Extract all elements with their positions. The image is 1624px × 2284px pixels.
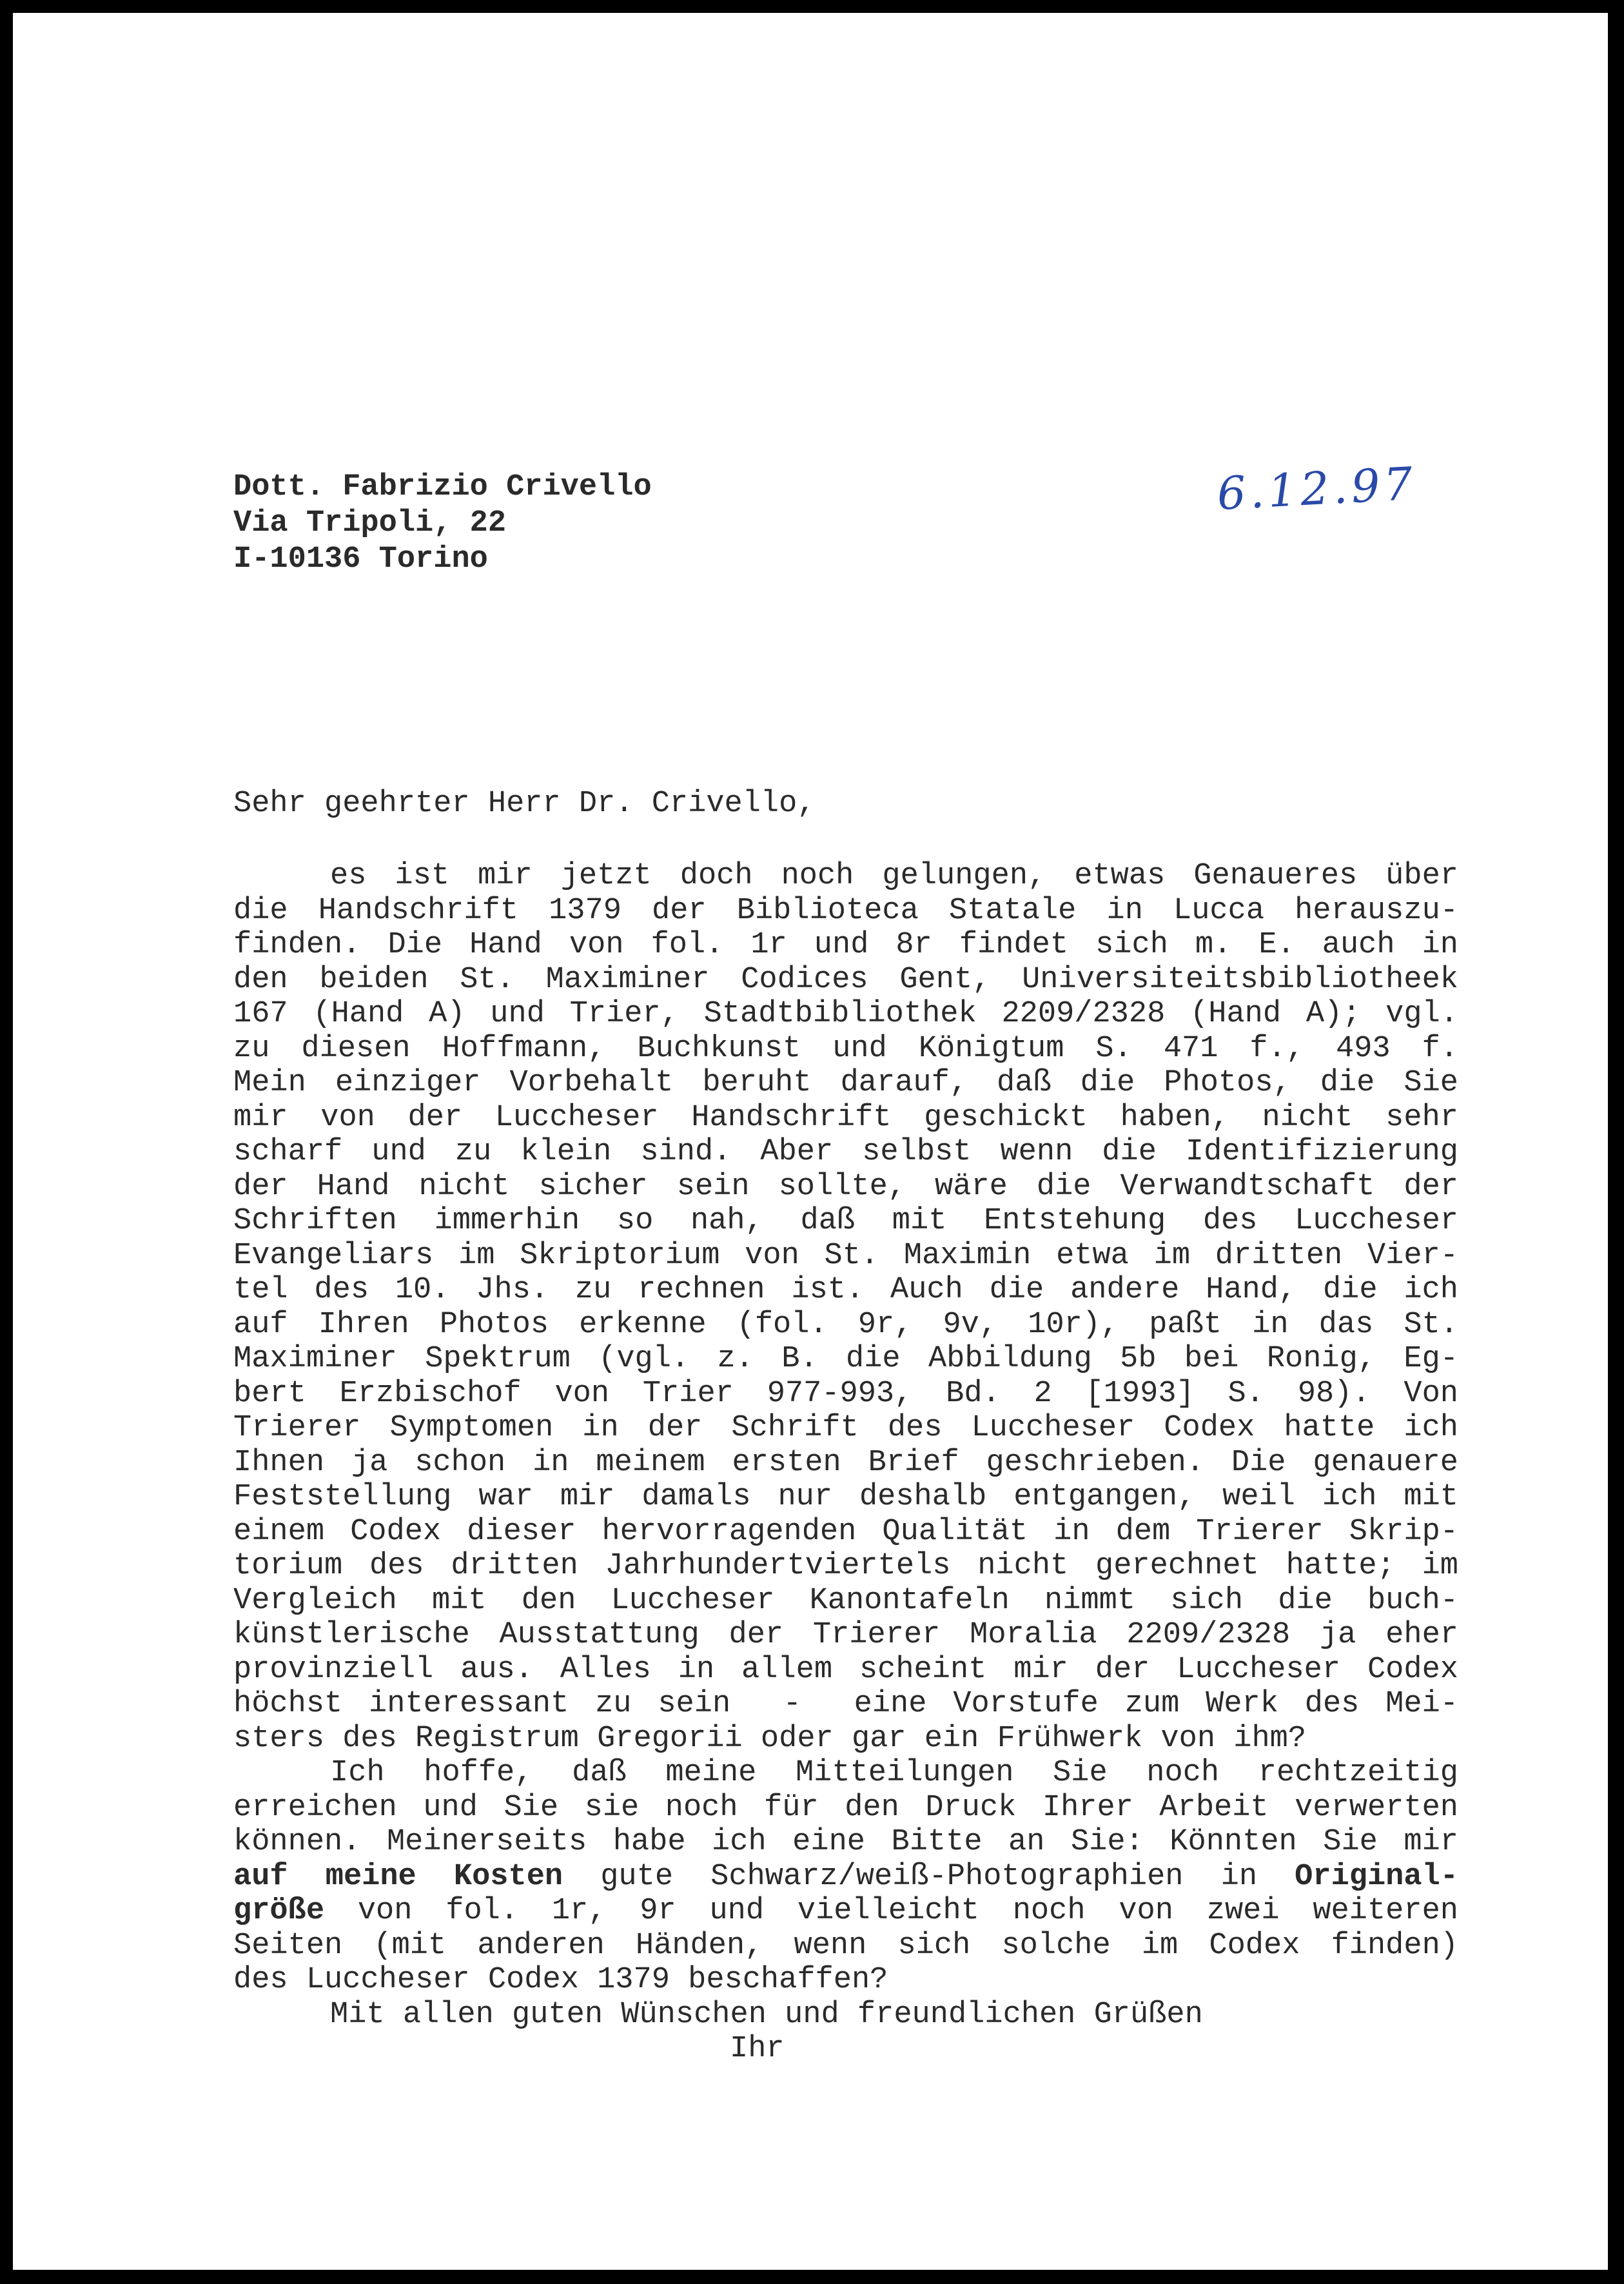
body-line: zu diesen Hoffmann, Buchkunst und Königtum S. 471 f., 493 f. — [233, 1031, 1458, 1066]
body-line: einem Codex dieser hervorragenden Qualität in dem Trierer Skrip- — [233, 1514, 1458, 1549]
body-line: Feststellung war mir damals nur deshalb entgangen, weil ich mit — [233, 1480, 1458, 1514]
body-line: Maximiner Spektrum (vgl. z. B. die Abbildung 5b bei Ronig, Eg- — [233, 1342, 1458, 1376]
body-line: sters des Registrum Gregorii oder gar ein Frühwerk von ihm? — [233, 1721, 1307, 1756]
recipient-street: Via Tripoli, 22 — [233, 506, 507, 540]
closing-line: Mit allen guten Wünschen und freundlichen Grüßen — [330, 1997, 1203, 2032]
body-line: mir von der Luccheser Handschrift geschickt haben, nicht sehr — [233, 1100, 1458, 1135]
body-text-fragment: gute Schwarz/weiß-Photographien in — [563, 1859, 1295, 1894]
bold-phrase: auf meine Kosten — [233, 1859, 563, 1894]
body-line: künstlerische Ausstattung der Trierer Moralia 2209/2328 ja eher — [233, 1618, 1458, 1652]
body-line: Ihnen ja schon in meinem ersten Brief geschrieben. Die genauere — [233, 1445, 1458, 1480]
body-line: tel des 10. Jhs. zu rechnen ist. Auch die andere Hand, die ich — [233, 1273, 1458, 1307]
recipient-city: I-10136 Torino — [233, 542, 488, 576]
recipient-address — [233, 469, 652, 578]
signature-line: Ihr — [730, 2032, 785, 2066]
recipient-name: Dott. Fabrizio Crivello — [233, 470, 652, 504]
body-line: Vergleich mit den Luccheser Kanontafeln nimmt sich die buch- — [233, 1583, 1458, 1618]
handwritten-date: 6.12.97 — [1215, 457, 1418, 520]
body-line: es ist mir jetzt doch noch gelungen, etwas Genaueres über — [330, 859, 1458, 893]
body-line: höchst interessant zu sein - eine Vorstufe zum Werk des Mei- — [233, 1687, 1458, 1721]
body-line: Schriften immerhin so nah, daß mit Entstehung des Luccheser — [233, 1204, 1458, 1238]
body-line-mixed — [233, 1894, 1458, 1929]
bold-phrase: größe — [233, 1894, 325, 1928]
body-line: Seiten (mit anderen Händen, wenn sich solche im Codex finden) — [233, 1928, 1458, 1963]
body-line: torium des dritten Jahrhundertviertels nicht gerechnet hatte; im — [233, 1549, 1458, 1583]
body-line: finden. Die Hand von fol. 1r und 8r findet sich m. E. auch in — [233, 928, 1458, 962]
body-line: der Hand nicht sicher sein sollte, wäre die Verwandtschaft der — [233, 1169, 1458, 1204]
body-line: erreichen und Sie sie noch für den Druck Ihrer Arbeit verwerten — [233, 1790, 1458, 1825]
body-line: den beiden St. Maximiner Codices Gent, Universiteitsbibliotheek — [233, 962, 1458, 997]
body-line: auf Ihren Photos erkenne (fol. 9r, 9v, 10r), paßt in das St. — [233, 1307, 1458, 1342]
body-line: scharf und zu klein sind. Aber selbst wenn die Identifizierung — [233, 1135, 1458, 1169]
body-line: provinziell aus. Alles in allem scheint mir der Luccheser Codex — [233, 1652, 1458, 1687]
bold-phrase: Original- — [1295, 1859, 1458, 1894]
body-line: Mein einziger Vorbehalt beruht darauf, daß die Photos, die Sie — [233, 1066, 1458, 1100]
salutation: Sehr geehrter Herr Dr. Crivello, — [233, 787, 816, 821]
body-line: die Handschrift 1379 der Biblioteca Statale in Lucca herauszu- — [233, 893, 1458, 928]
letter-body — [233, 859, 1458, 2067]
body-line: können. Meinerseits habe ich eine Bitte an Sie: Könnten Sie mir — [233, 1825, 1458, 1859]
letter-page — [13, 13, 1608, 2270]
body-line: Evangeliars im Skriptorium von St. Maximin etwa im dritten Vier- — [233, 1238, 1458, 1273]
body-line: Trierer Symptomen in der Schrift des Luccheser Codex hatte ich — [233, 1411, 1458, 1445]
body-line-mixed — [233, 1860, 1458, 1895]
body-line: des Luccheser Codex 1379 beschaffen? — [233, 1963, 888, 1997]
body-line: bert Erzbischof von Trier 977-993, Bd. 2 [1993] S. 98). Von — [233, 1376, 1458, 1411]
body-line: 167 (Hand A) und Trier, Stadtbibliothek 2209/2328 (Hand A); vgl. — [233, 997, 1458, 1031]
body-line: Ich hoffe, daß meine Mitteilungen Sie noch rechtzeitig — [330, 1756, 1458, 1790]
body-text-fragment: von fol. 1r, 9r und vielleicht noch von zwei weiteren — [324, 1894, 1458, 1928]
